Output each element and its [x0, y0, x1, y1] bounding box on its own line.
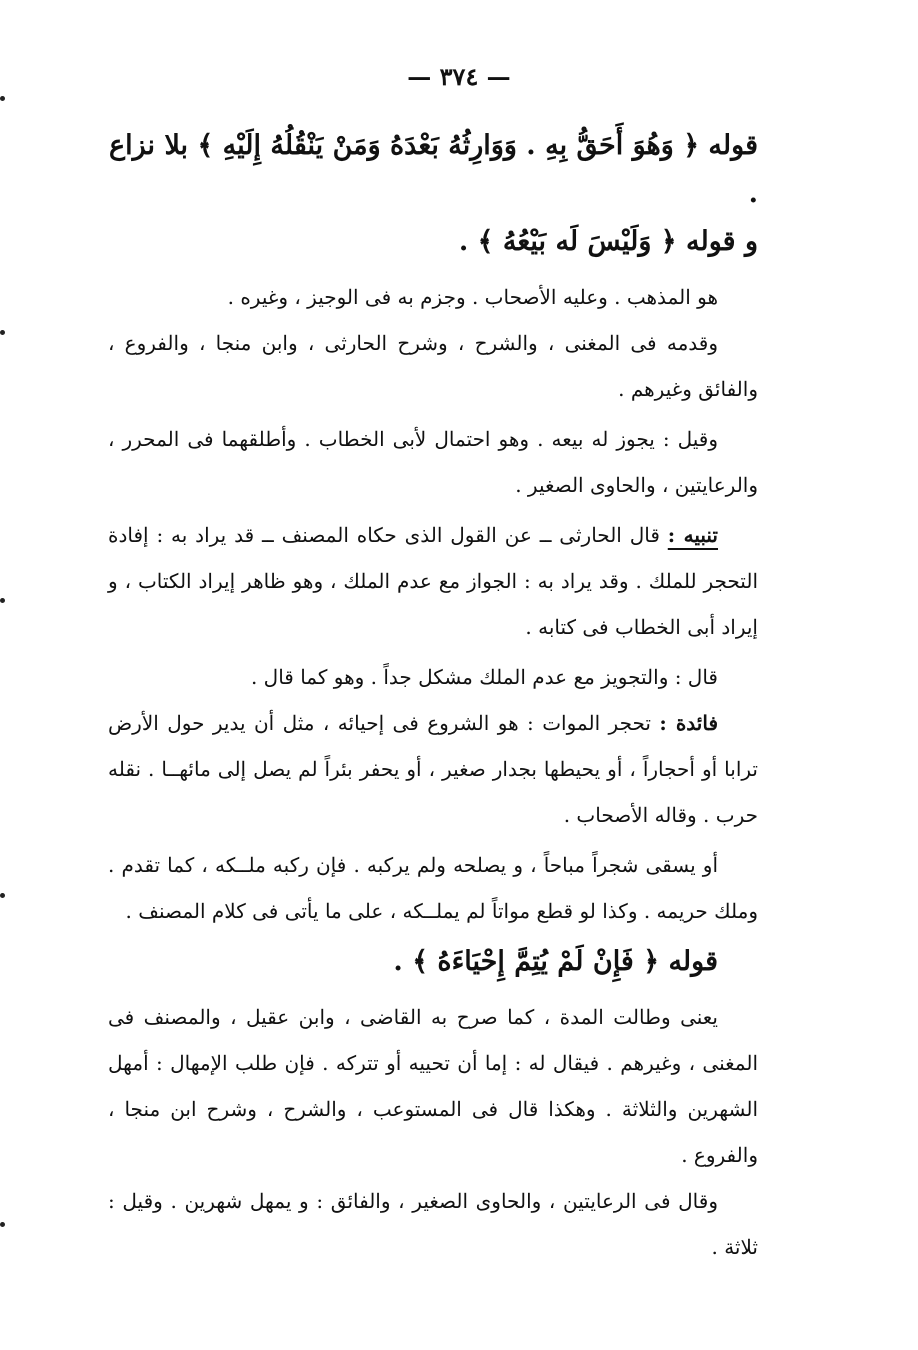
paragraph-3: وقيل : يجوز له بيعه . وهو احتمال لأبى الخطاب . وأطلقهما فى المحرر ، والرعايتين ، والحاوى الصغير .	[108, 427, 758, 497]
paragraph-6	[108, 700, 758, 838]
paragraph-4	[108, 512, 758, 650]
paragraph-9: وقال فى الرعايتين ، والحاوى الصغير ، والفائق : و يمهل شهرين . وقيل : ثلاثة .	[108, 1189, 758, 1259]
heading-2: قوله ﴿ فَإِنْ لَمْ يُتِمَّ إِحْيَاءَهُ ﴾ .	[393, 946, 718, 977]
margin-mark	[0, 1222, 5, 1227]
note-text: قال الحارثى ــ عن القول الذى حكاه المصنف ــ قد يراد به : إفادة التحجر للملك . وقد يراد به : الجواز مع عدم الملك ، وهو ظاهر إيراد الكتاب ، و إيراد أبى الخطاب فى كتابه .	[108, 523, 758, 639]
margin-mark	[0, 96, 5, 101]
benefit-text: تحجر الموات : هو الشروع فى إحيائه ، مثل أن يدير حول الأرض ترابا أو أحجاراً ، أو يحيطها بجدار صغير ، أو يحفر بئراً لم يصل إلى مائهــا . نقله حرب . وقاله الأصحاب .	[108, 711, 758, 827]
margin-mark	[0, 893, 5, 898]
page-number: — ٣٧٤ —	[407, 62, 511, 91]
note-label: تنبيه :	[667, 523, 719, 547]
heading-1-line-2: و قوله ﴿ وَلَيْسَ لَه بَيْعُهُ ﴾ .	[458, 226, 758, 257]
body-text	[108, 122, 758, 1270]
margin-mark	[0, 598, 5, 603]
paragraph-1: هو المذهب . وعليه الأصحاب . وجزم به فى الوجيز ، وغيره .	[227, 285, 718, 309]
benefit-label: فائدة :	[659, 711, 719, 735]
margin-mark	[0, 330, 5, 335]
paragraph-8: يعنى وطالت المدة ، كما صرح به القاضى ، وابن عقيل ، والمصنف فى المغنى ، وغيرهم . فيقال له : إما أن تحييه أو تتركه . فإن طلب الإمهال : أمهل الشهرين والثلاثة . وهكذا قال فى المستوعب ، والشرح ، وشرح ابن منجا ، والفروع .	[108, 1005, 758, 1167]
paragraph-5: قال : والتجويز مع عدم الملك مشكل جداً . وهو كما قال .	[250, 665, 718, 689]
paragraph-7: أو يسقى شجراً مباحاً ، و يصلحه ولم يركبه . فإن ركبه ملــكه ، كما تقدم . وملك حريمه . وكذا لو قطع مواتاً لم يملــكه ، على ما يأتى فى كلام المصنف .	[108, 853, 758, 923]
heading-1-line-1: قوله ﴿ وَهُوَ أَحَقُّ بِهِ . وَوَارِثُهُ بَعْدَهُ وَمَنْ يَنْقُلُهُ إِلَيْهِ ﴾ بلا نزاع .	[109, 130, 758, 209]
paragraph-2: وقدمه فى المغنى ، والشرح ، وشرح الحارثى ، وابن منجا ، والفروع ، والفائق وغيرهم .	[108, 331, 758, 401]
